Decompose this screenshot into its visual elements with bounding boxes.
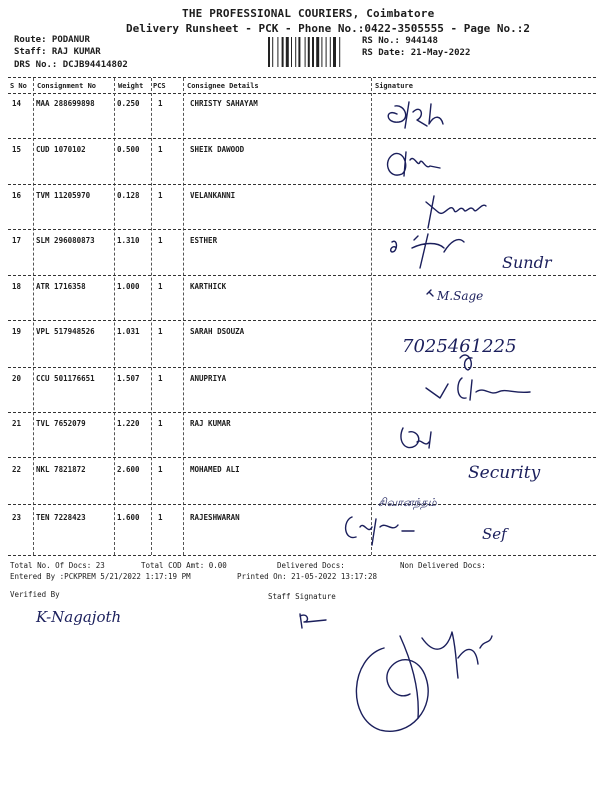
table-header-rule xyxy=(8,93,596,94)
row-pcs: 1 xyxy=(158,236,163,245)
row-pcs: 1 xyxy=(158,191,163,200)
runsheet-title: Delivery Runsheet - PCK - Phone No.:0422-3505555 - Page No.:2 xyxy=(126,22,530,35)
row-consignee: ANUPRIYA xyxy=(190,374,227,383)
delivered-docs: Delivered Docs: xyxy=(277,561,345,570)
row-weight: 1.000 xyxy=(117,282,140,291)
row-sno: 18 xyxy=(12,282,22,291)
column-header-signature: Signature xyxy=(375,82,413,90)
row-consignment: TVM 11205970 xyxy=(36,191,91,200)
signature-row-15 xyxy=(380,140,460,184)
row-weight: 1.310 xyxy=(117,236,140,245)
row-divider xyxy=(8,412,596,413)
barcode xyxy=(268,37,356,67)
signature-row-22 xyxy=(372,456,592,512)
row-weight: 1.507 xyxy=(117,374,140,383)
non-delivered-docs: Non Delivered Docs: xyxy=(400,561,486,570)
column-divider xyxy=(151,78,152,555)
row-pcs: 1 xyxy=(158,282,163,291)
row-consignee: RAJESHWARAN xyxy=(190,513,240,522)
drs-number: DRS No.: DCJB94414802 xyxy=(14,60,128,70)
row-consignment: ATR 1716358 xyxy=(36,282,86,291)
column-header-weight: Weight xyxy=(118,82,144,90)
entered-by: Entered By :PCKPREM 5/21/2022 1:17:19 PM xyxy=(10,572,191,581)
row-weight: 1.220 xyxy=(117,419,140,428)
column-header-consignee: Consignee Details xyxy=(187,82,259,90)
signature-row-22-text-a: Security xyxy=(468,463,541,483)
row-sno: 23 xyxy=(12,513,22,522)
column-divider xyxy=(33,78,34,555)
signature-row-22-text-b: சிவானந்தம் xyxy=(378,496,437,509)
row-sno: 21 xyxy=(12,419,22,428)
signature-row-20 xyxy=(420,370,540,412)
signature-row-16 xyxy=(420,192,510,232)
staff-signature-label: Staff Signature xyxy=(268,592,336,601)
route-label: Route: PODANUR xyxy=(14,35,90,45)
row-consignee: VELANKANNI xyxy=(190,191,236,200)
column-header-consignment: Consignment No xyxy=(37,82,97,90)
row-sno: 14 xyxy=(12,99,22,108)
column-header-sno: S No xyxy=(10,82,27,90)
row-sno: 22 xyxy=(12,465,22,474)
row-consignee: CHRISTY SAHAYAM xyxy=(190,99,258,108)
row-pcs: 1 xyxy=(158,419,163,428)
signature-row-18 xyxy=(425,280,535,316)
row-divider xyxy=(8,138,596,139)
row-consignment: MAA 288699898 xyxy=(36,99,95,108)
signature-row-23 xyxy=(342,505,542,551)
row-consignment: TVL 7652079 xyxy=(36,419,86,428)
staff-signature-large xyxy=(340,618,510,748)
row-consignee: SARAH DSOUZA xyxy=(190,327,245,336)
column-header-pcs: PCS xyxy=(153,82,166,90)
signature-row-17 xyxy=(384,228,564,276)
signature-row-14 xyxy=(375,94,475,136)
row-sno: 20 xyxy=(12,374,22,383)
row-consignee: ESTHER xyxy=(190,236,218,245)
rs-date: RS Date: 21-May-2022 xyxy=(362,48,471,58)
row-weight: 0.500 xyxy=(117,145,140,154)
row-consignment: CUD 1070102 xyxy=(36,145,86,154)
company-name: THE PROFESSIONAL COURIERS, Coimbatore xyxy=(182,7,435,20)
row-sno: 17 xyxy=(12,236,22,245)
row-consignment: VPL 517948526 xyxy=(36,327,95,336)
row-consignment: NKL 7821872 xyxy=(36,465,86,474)
row-divider xyxy=(8,184,596,185)
row-pcs: 1 xyxy=(158,374,163,383)
signature-row-18-text: M.Sage xyxy=(437,289,484,303)
row-pcs: 1 xyxy=(158,327,163,336)
staff-label: Staff: RAJ KUMAR xyxy=(14,47,101,57)
row-consignee: RAJ KUMAR xyxy=(190,419,231,428)
staff-signature-initial xyxy=(296,608,336,632)
total-cod: Total COD Amt: 0.00 xyxy=(141,561,227,570)
row-consignee: SHEIK DAWOOD xyxy=(190,145,245,154)
column-divider xyxy=(183,78,184,555)
verifier-signature-text: K-Nagajoth xyxy=(36,608,122,626)
row-weight: 1.600 xyxy=(117,513,140,522)
signature-row-21 xyxy=(395,418,445,458)
row-weight: 2.600 xyxy=(117,465,140,474)
verified-by-label: Verified By xyxy=(10,590,60,599)
row-sno: 15 xyxy=(12,145,22,154)
rs-number: RS No.: 944148 xyxy=(362,36,438,46)
row-consignee: KARTHICK xyxy=(190,282,227,291)
table-bottom-rule xyxy=(8,555,596,556)
signature-row-17-text: Sundr xyxy=(502,253,552,272)
signature-row-19 xyxy=(372,318,562,374)
row-consignment: TEN 7228423 xyxy=(36,513,86,522)
column-divider xyxy=(114,78,115,555)
row-weight: 0.128 xyxy=(117,191,140,200)
verifier-signature xyxy=(30,588,180,638)
signature-row-23-text: Sef xyxy=(482,525,507,543)
printed-on: Printed On: 21-05-2022 13:17:28 xyxy=(237,572,377,581)
phone-handwritten: 7025461225 xyxy=(402,336,517,357)
row-pcs: 1 xyxy=(158,465,163,474)
row-consignee: MOHAMED ALI xyxy=(190,465,240,474)
total-docs: Total No. Of Docs: 23 xyxy=(10,561,105,570)
row-weight: 0.250 xyxy=(117,99,140,108)
row-pcs: 1 xyxy=(158,99,163,108)
table-top-rule xyxy=(8,77,596,78)
row-sno: 19 xyxy=(12,327,22,336)
row-pcs: 1 xyxy=(158,513,163,522)
row-consignment: SLM 296080873 xyxy=(36,236,95,245)
row-consignment: CCU 501176651 xyxy=(36,374,95,383)
row-pcs: 1 xyxy=(158,145,163,154)
row-weight: 1.031 xyxy=(117,327,140,336)
row-sno: 16 xyxy=(12,191,22,200)
